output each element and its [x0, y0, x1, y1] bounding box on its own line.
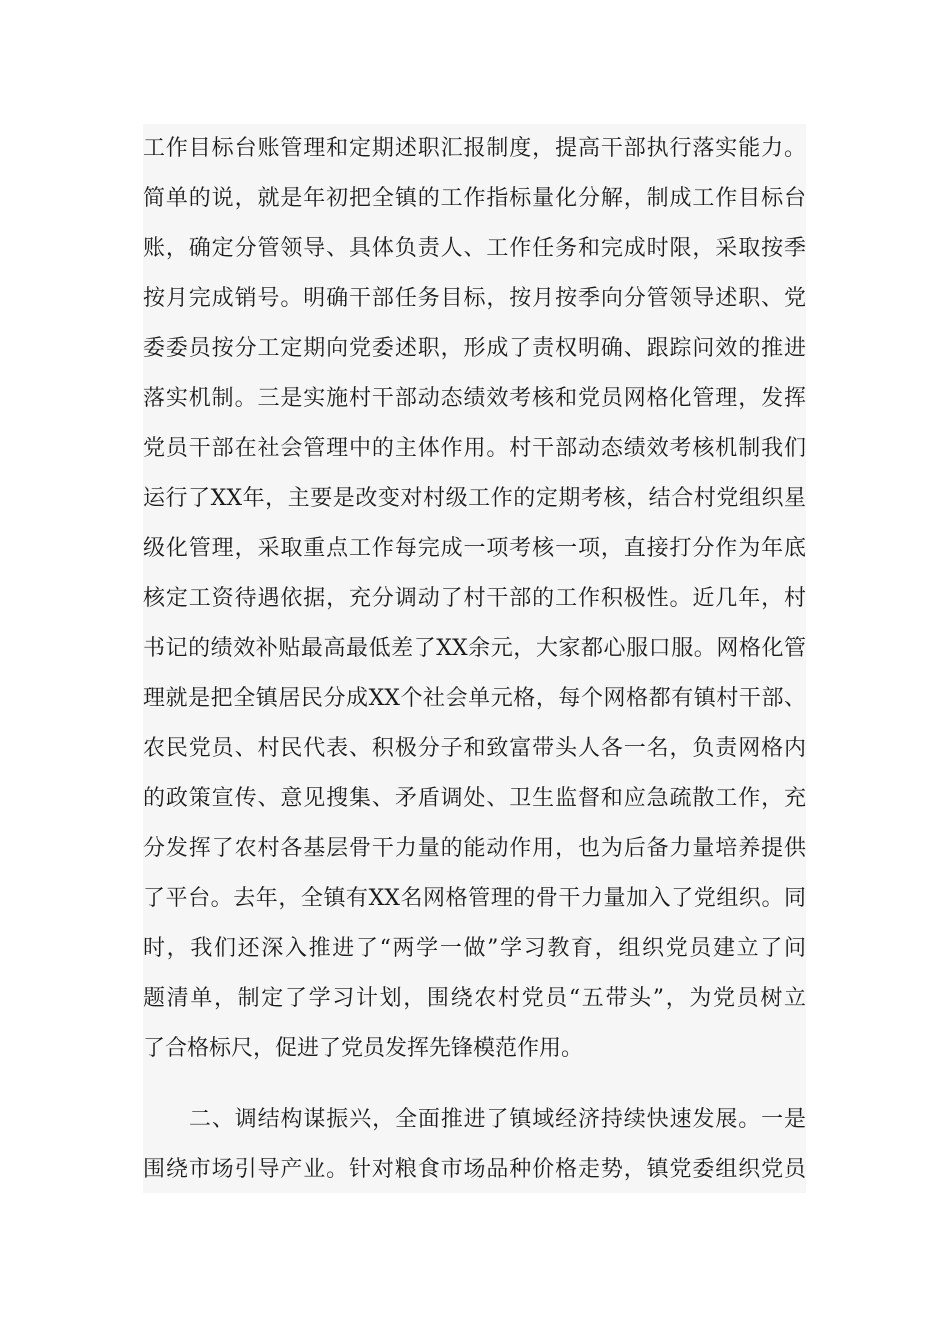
text-line: 简单的说，就是年初把全镇的工作指标量化分解，制成工作目标台: [143, 186, 806, 211]
text-line: 了合格标尺，促进了党员发挥先锋模范作用。: [143, 1036, 584, 1061]
text-line: 核定工资待遇依据，充分调动了村干部的工作积极性。近几年，村: [143, 586, 806, 611]
text-line: 落实机制。三是实施村干部动态绩效考核和党员网格化管理，发挥: [143, 386, 806, 411]
text-line: 委委员按分工定期向党委述职，形成了责权明确、跟踪问效的推进: [143, 336, 806, 361]
text-line: 了平台。去年，全镇有XX名网格管理的骨干力量加入了党组织。同: [143, 886, 806, 911]
text-line: 按月完成销号。明确干部任务目标，按月按季向分管领导述职、党: [143, 286, 806, 311]
text-line: 理就是把全镇居民分成XX个社会单元格，每个网格都有镇村干部、: [143, 686, 806, 711]
text-line: 运行了XX年，主要是改变对村级工作的定期考核，结合村党组织星: [143, 486, 806, 511]
text-line: 时，我们还深入推进了“两学一做”学习教育，组织党员建立了问: [143, 936, 806, 961]
text-line: 围绕市场引导产业。针对粮食市场品种价格走势，镇党委组织党员: [143, 1157, 806, 1182]
text-line: 工作目标台账管理和定期述职汇报制度，提高干部执行落实能力。: [143, 136, 806, 161]
text-line: 分发挥了农村各基层骨干力量的能动作用，也为后备力量培养提供: [143, 836, 806, 861]
text-line: 二、调结构谋振兴，全面推进了镇域经济持续快速发展。一是: [189, 1107, 806, 1132]
text-line: 账，确定分管领导、具体负责人、工作任务和完成时限，采取按季: [143, 236, 806, 261]
text-block: [143, 124, 806, 1193]
text-line: 级化管理，采取重点工作每完成一项考核一项，直接打分作为年底: [143, 536, 806, 561]
text-line: 的政策宣传、意见搜集、矛盾调处、卫生监督和应急疏散工作，充: [143, 786, 806, 811]
text-line: 党员干部在社会管理中的主体作用。村干部动态绩效考核机制我们: [143, 436, 806, 461]
text-line: 农民党员、村民代表、积极分子和致富带头人各一名，负责网格内: [143, 736, 806, 761]
text-line: 书记的绩效补贴最高最低差了XX余元，大家都心服口服。网格化管: [143, 636, 806, 661]
text-line: 题清单，制定了学习计划，围绕农村党员“五带头”，为党员树立: [143, 986, 806, 1011]
